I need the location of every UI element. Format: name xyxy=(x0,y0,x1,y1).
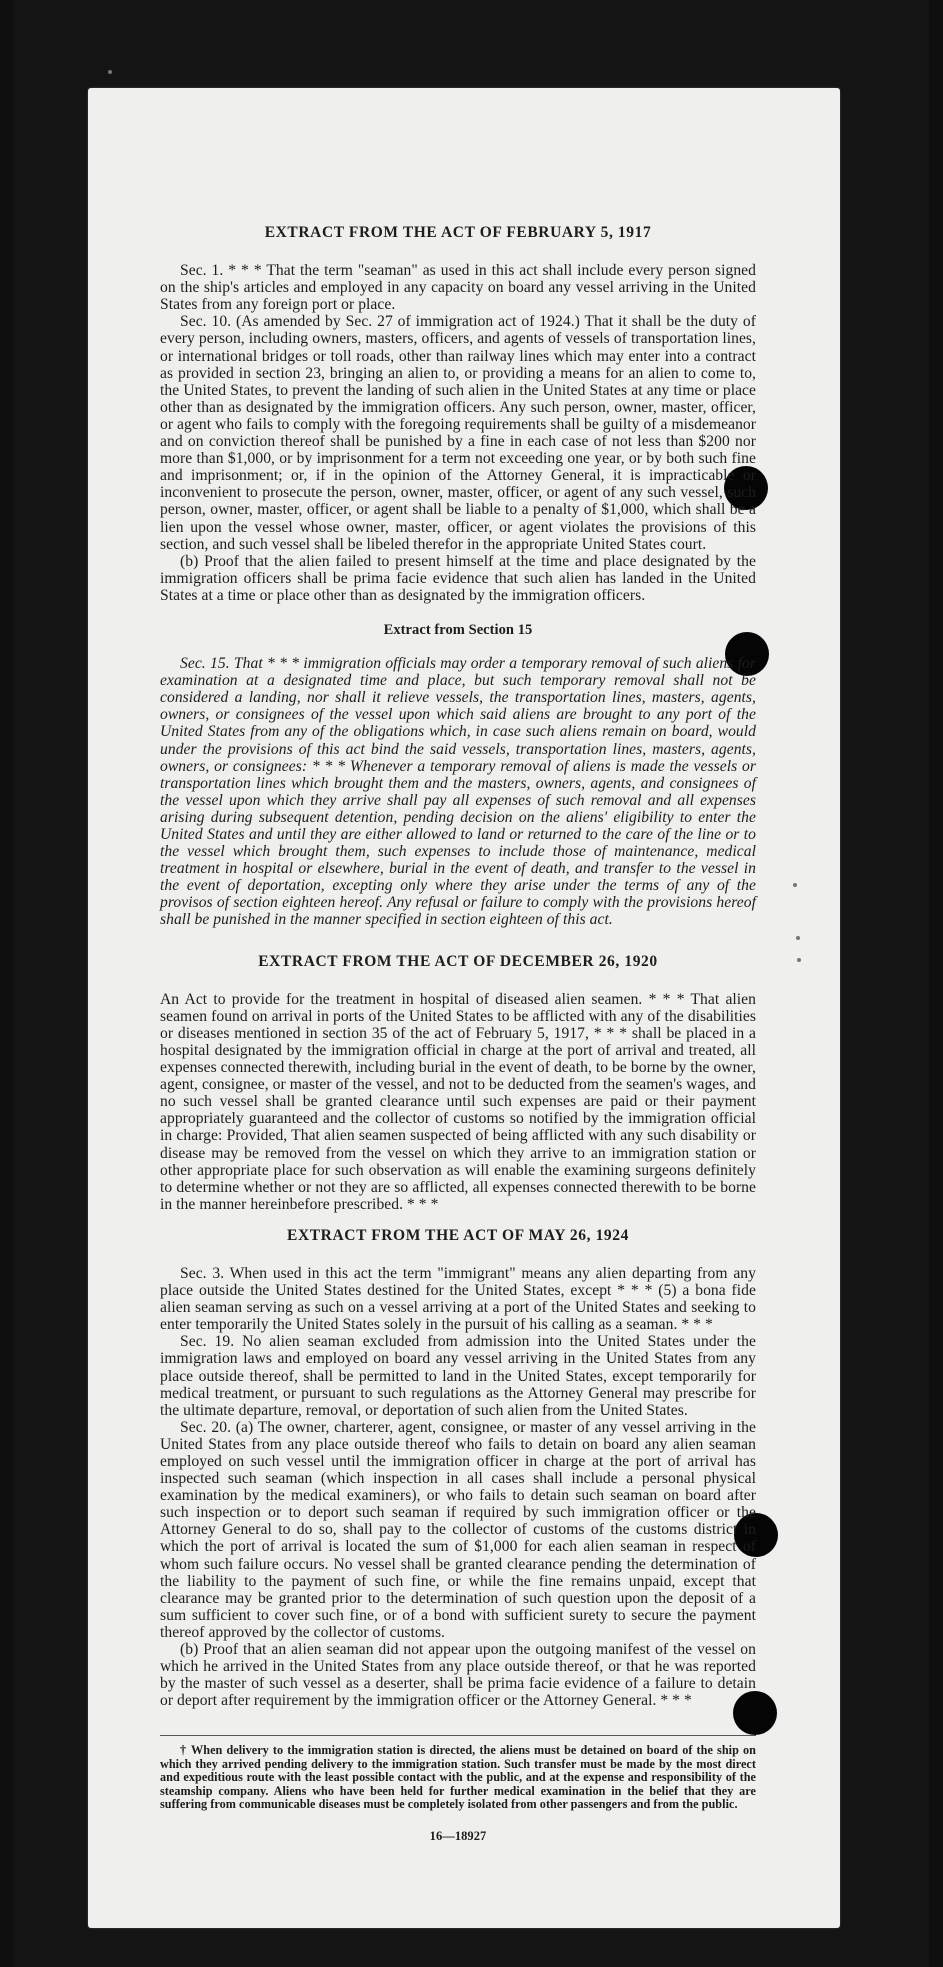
section-act-1924 xyxy=(160,1227,756,1710)
paragraph-sec-1: Sec. 1. * * * That the term "seaman" as used in this act shall include every person signed on the ship's articles and employed in any capacity on board any vessel arriving in the United States from any foreign port or place. xyxy=(160,262,756,314)
footnote: † When delivery to the immigration station is directed, the aliens must be detained on board of the ship on which they arrived pending delivery to the immigration station. Such transfer must be made by the most direct and expeditious route with the least possible contact with the public, and at the expense and responsibility of the steamship company. Aliens who have been held for further medical examination in the belief that they are suffering from communicable diseases must be completely isolated from other passengers and from the public. xyxy=(160,1743,756,1812)
paragraph-sec-19: Sec. 19. No alien seaman excluded from admission into the United States under the immigration laws and employed on board any vessel arriving in the United States from any place outside thereof, shall be permitted to land in the United States, except temporarily for medical treatment, or pursuant to such regulations as the Attorney General may prescribe for the ultimate departure, removal, or deportation of such alien from the United States. xyxy=(160,1333,756,1419)
scan-speck xyxy=(108,70,112,74)
scan-speck xyxy=(796,936,800,940)
footnote-divider xyxy=(160,1735,756,1736)
section-act-1920 xyxy=(160,953,756,1213)
paragraph-sec-3: Sec. 3. When used in this act the term "immigrant" means any alien departing from any place outside the United States destined for the United States, except * * * (5) a bona fide alien seaman serving as such on a vessel arriving at a port of the United States and seeking to enter temporarily the United States solely in the pursuit of his calling as a seaman. * * * xyxy=(160,1264,756,1334)
paragraph-sec-10-b: (b) Proof that the alien failed to present himself at the time and place designated by the immigration officers shall be prima facie evidence that such alien has landed in the United States at a time or place other than as designated by the immigration officers. xyxy=(160,552,756,604)
paragraph-sec-10: Sec. 10. (As amended by Sec. 27 of immigration act of 1924.) That it shall be the duty of every person, including owners, masters, officers, and agents of vessels of transportation lines, or international bridges or toll roads, other than railway lines which may enter into a contract as provided in section 23, bringing an alien to, or providing a means for an alien to come to, the United States, to prevent the landing of such alien in the United States at any time or place other than as designated by the immigration officers. Any such person, owner, master, officer, or agent who fails to comply with the foregoing requirements shall be guilty of a misdemeanor and on conviction thereof shall be punished by a fine in each case of not less than $200 nor more than $1,000, or by imprisonment for a term not exceeding one year, or by both such fine and imprisonment; or, if in the opinion of the Attorney General, it is impracticable or inconvenient to prosecute the person, owner, master, officer, or agent of any such vessel, such person, owner, master, officer, or agent shall be liable to a penalty of $1,000, which shall be a lien upon the vessel whose owner, master, officer, or agent violates the provisions of this section, and such vessel shall be libeled therefor in the appropriate United States court. xyxy=(160,313,756,553)
form-number: 16—18927 xyxy=(429,1828,487,1843)
paragraph-act-1920: An Act to provide for the treatment in hospital of diseased alien seamen. * * * That alien seamen found on arrival in ports of the United States to be afflicted with any of the disabilities or diseases mentioned in section 35 of the act of February 5, 1917, * * * shall be placed in a hospital designated by the immigration official in charge at the port of arrival and treated, all expenses connected therewith, including burial in the event of death, to be borne by the owner, agent, consignee, or master of the vessel, and not to be deducted from the seamen's wages, and no such vessel shall be granted clearance until such expenses are paid or their payment appropriately guaranteed and the collector of customs so notified by the immigration official in charge: Provided, That alien seamen suspected of being afflicted with any such disability or disease may be removed from the vessel on which they arrive to an immigration station or other appropriate place for such observation as will enable the examining surgeons definitely to determine whether or not they are so afflicted, all expenses connected therewith to be borne in the manner hereinbefore prescribed. * * * xyxy=(160,990,756,1213)
section-heading: EXTRACT FROM THE ACT OF MAY 26, 1924 xyxy=(287,1226,629,1244)
document-body xyxy=(160,224,756,1845)
section-heading: Extract from Section 15 xyxy=(383,621,533,638)
paragraph-sec-20-b: (b) Proof that an alien seaman did not appear upon the outgoing manifest of the vessel on which he arrived in the United States from any place outside thereof, or that he was reported by the master of such vessel as a deserter, shall be prima facie evidence of a failure to detain or deport after requirement by the immigration officer or the Attorney General. * * * xyxy=(160,1641,756,1710)
section-heading: EXTRACT FROM THE ACT OF DECEMBER 26, 1920 xyxy=(258,952,658,970)
section-15-extract xyxy=(160,622,756,929)
scan-speck xyxy=(793,883,797,887)
section-act-1917 xyxy=(160,224,756,604)
paragraph-sec-20-a: Sec. 20. (a) The owner, charterer, agent, consignee, or master of any vessel arriving in the United States from any place outside thereof who fails to detain on board any alien seaman employed on such vessel until the immigration officer in charge at the port of arrival has inspected such seaman (which inspection in all cases shall include a personal physical examination by the medical examiners), or who fails to detain such seaman on board after such inspection or to deport such seaman if required by such immigration officer or the Attorney General to do so, shall pay to the collector of customs of the customs district in which the port of arrival is located the sum of $1,000 for each alien seaman in respect of whom such failure occurs. No vessel shall be granted clearance pending the determination of the liability to the payment of such fine, or while the fine remains unpaid, except that clearance may be granted prior to the determination of such question upon the deposit of a sum sufficient to cover such fine, or of a bond with sufficient surety to secure the payment thereof approved by the collector of customs. xyxy=(160,1418,756,1641)
scan-speck xyxy=(797,958,801,962)
paragraph-sec-15: Sec. 15. That * * * immigration officials may order a temporary removal of such aliens for examination at a designated time and place, but such temporary removal shall not be considered a landing, nor shall it relieve vessels, the transportation lines, masters, agents, owners, or consignees of the vessel upon which said aliens are brought to any port of the United States from any of the obligations which, in case such aliens remain on board, would under the provisions of this act bind the said vessels, transportation lines, masters, agents, owners, or consignees: * * * Whenever a temporary removal of aliens is made the vessels or transportation lines which brought them and the masters, owners, agents, and consignees of the vessel upon which they arrive shall pay all expenses of such removal and all expenses arising during subsequent detention, pending decision on the aliens' eligibility to enter the United States and until they are either allowed to land or returned to the care of the line or to the vessel which brought them, such expenses to include those of maintenance, medical treatment in hospital or elsewhere, burial in the event of death, and transfer to the vessel in the event of deportation, excepting only where they arise under the terms of any of the provisos of section eighteen hereof. Any refusal or failure to comply with the provisions hereof shall be punished in the manner specified in section eighteen of this act. xyxy=(160,655,756,929)
section-heading: EXTRACT FROM THE ACT OF FEBRUARY 5, 1917 xyxy=(264,224,652,241)
